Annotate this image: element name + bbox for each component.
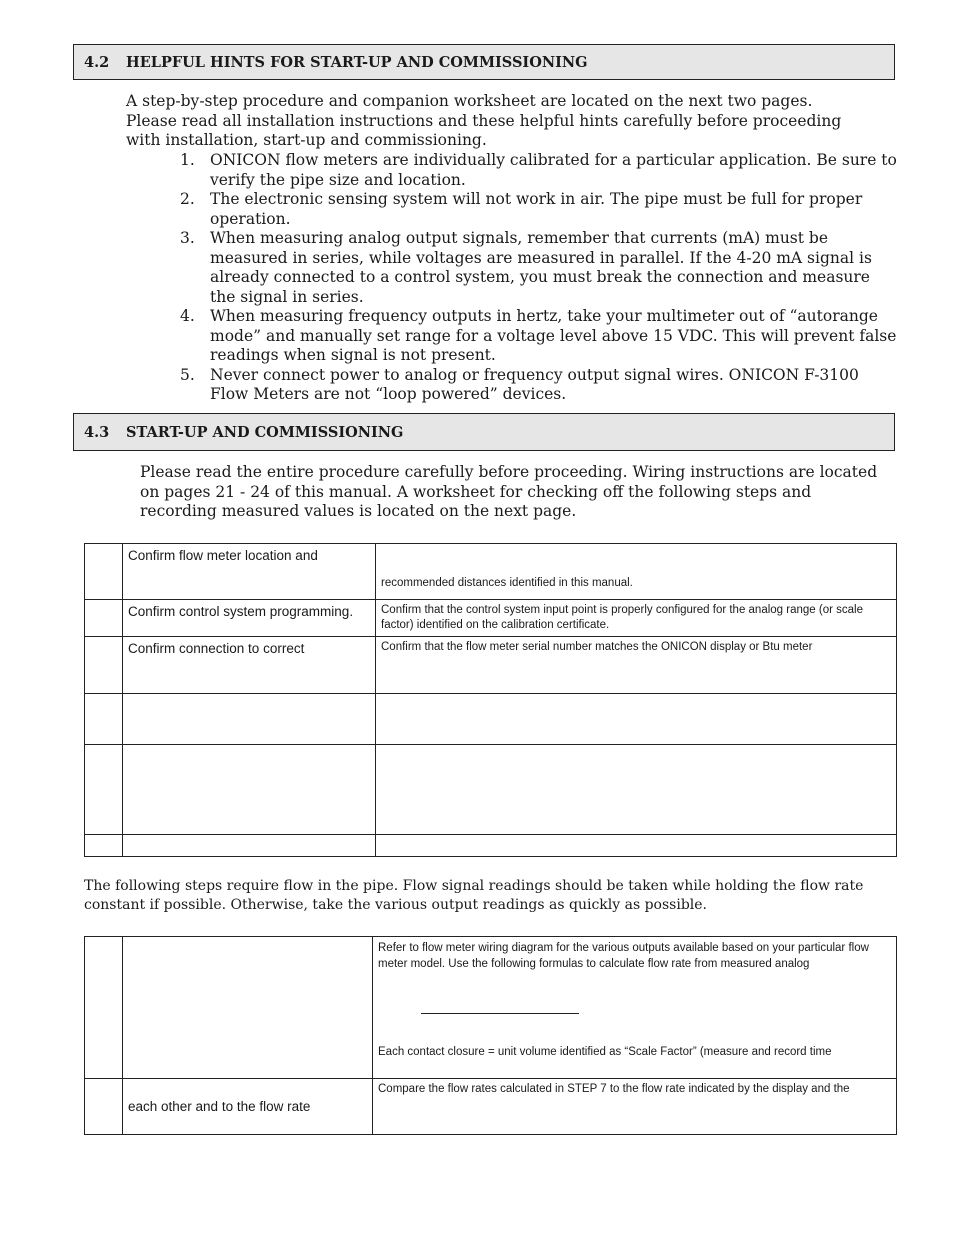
section-number: 4.3: [84, 423, 110, 441]
table-row: [85, 600, 897, 637]
hint-item: 2. The electronic sensing system will not work in air. The pipe must be full for proper operation.: [180, 190, 863, 228]
task-cell: Confirm flow meter location and: [123, 544, 376, 600]
table-row: [85, 835, 897, 857]
desc-cell: recommended distances identified in this manual.: [376, 544, 897, 600]
table-row: [85, 1079, 897, 1135]
section-header-4-2: [73, 44, 895, 80]
section-4-3-intro: Please read the entire procedure carefully before proceeding. Wiring instructions are located on pages 21 - 24 of this manual. A worksheet for checking off the following steps and recording measured values is located on the next page.: [140, 463, 878, 520]
section-title: HELPFUL HINTS FOR START-UP AND COMMISSIONING: [126, 53, 588, 71]
task-cell: each other and to the flow rate: [123, 1079, 373, 1135]
table-row: [85, 745, 897, 835]
table-row: [85, 544, 897, 600]
flow-steps-table: [84, 936, 897, 1135]
task-cell: [123, 745, 376, 835]
desc-cell: [376, 835, 897, 857]
section-4-2-intro: A step-by-step procedure and companion worksheet are located on the next two pages. Please read all installation instructions and these helpful hints carefully before proceeding with installation, start-up and commissioning.: [126, 92, 842, 149]
task-cell: Confirm control system programming.: [123, 600, 376, 637]
desc-cell: Refer to flow meter wiring diagram for the various outputs available based on your particular flow meter model. Use the following formulas to calculate flow rate from measured analog Each contact closure = unit volume identified as “Scale Factor” (measure and record time: [373, 937, 897, 1079]
step-cell: [85, 694, 123, 745]
step-cell: [85, 937, 123, 1079]
task-cell: [123, 835, 376, 857]
step-cell: [85, 1079, 123, 1135]
section-header-4-3: [73, 413, 895, 451]
task-cell: [123, 694, 376, 745]
table-row: [85, 637, 897, 694]
formula-fraction-line: [421, 1013, 579, 1014]
desc-cell: [376, 745, 897, 835]
table-row: [85, 937, 897, 1079]
flow-required-note: The following steps require flow in the pipe. Flow signal readings should be taken while holding the flow rate constant if possible. Otherwise, take the various output readings as quickly as possible.: [84, 878, 864, 913]
desc-cell: Compare the flow rates calculated in STEP 7 to the flow rate indicated by the display and the: [373, 1079, 897, 1135]
step-cell: [85, 600, 123, 637]
startup-steps-table: [84, 543, 897, 857]
hint-item: 4. When measuring frequency outputs in hertz, take your multimeter out of “autorange mode” and manually set range for a voltage level above 15 VDC. This will prevent false readings when signal is not present.: [180, 307, 897, 364]
task-cell: Confirm connection to correct: [123, 637, 376, 694]
step-cell: [85, 835, 123, 857]
desc-cell: [376, 694, 897, 745]
desc-cell: Confirm that the flow meter serial number matches the ONICON display or Btu meter: [376, 637, 897, 694]
step-cell: [85, 745, 123, 835]
hint-item: 3. When measuring analog output signals, remember that currents (mA) must be measured in series, while voltages are measured in parallel. If the 4-20 mA signal is already connected to a control system, you must break the connection and measure the signal in series.: [180, 229, 872, 306]
step-cell: [85, 637, 123, 694]
hint-item: 1. ONICON flow meters are individually calibrated for a particular application. Be sure to verify the pipe size and location.: [180, 151, 897, 189]
task-cell: [123, 937, 373, 1079]
desc-cell: Confirm that the control system input point is properly configured for the analog range (or scale factor) identified on the calibration certificate.: [376, 600, 897, 637]
step-cell: [85, 544, 123, 600]
section-number: 4.2: [84, 53, 110, 71]
table-row: [85, 694, 897, 745]
helpful-hints-list: [180, 151, 900, 405]
section-title: START-UP AND COMMISSIONING: [126, 423, 404, 441]
hint-item: 5. Never connect power to analog or frequency output signal wires. ONICON F-3100 Flow Meters are not “loop powered” devices.: [180, 365, 859, 403]
